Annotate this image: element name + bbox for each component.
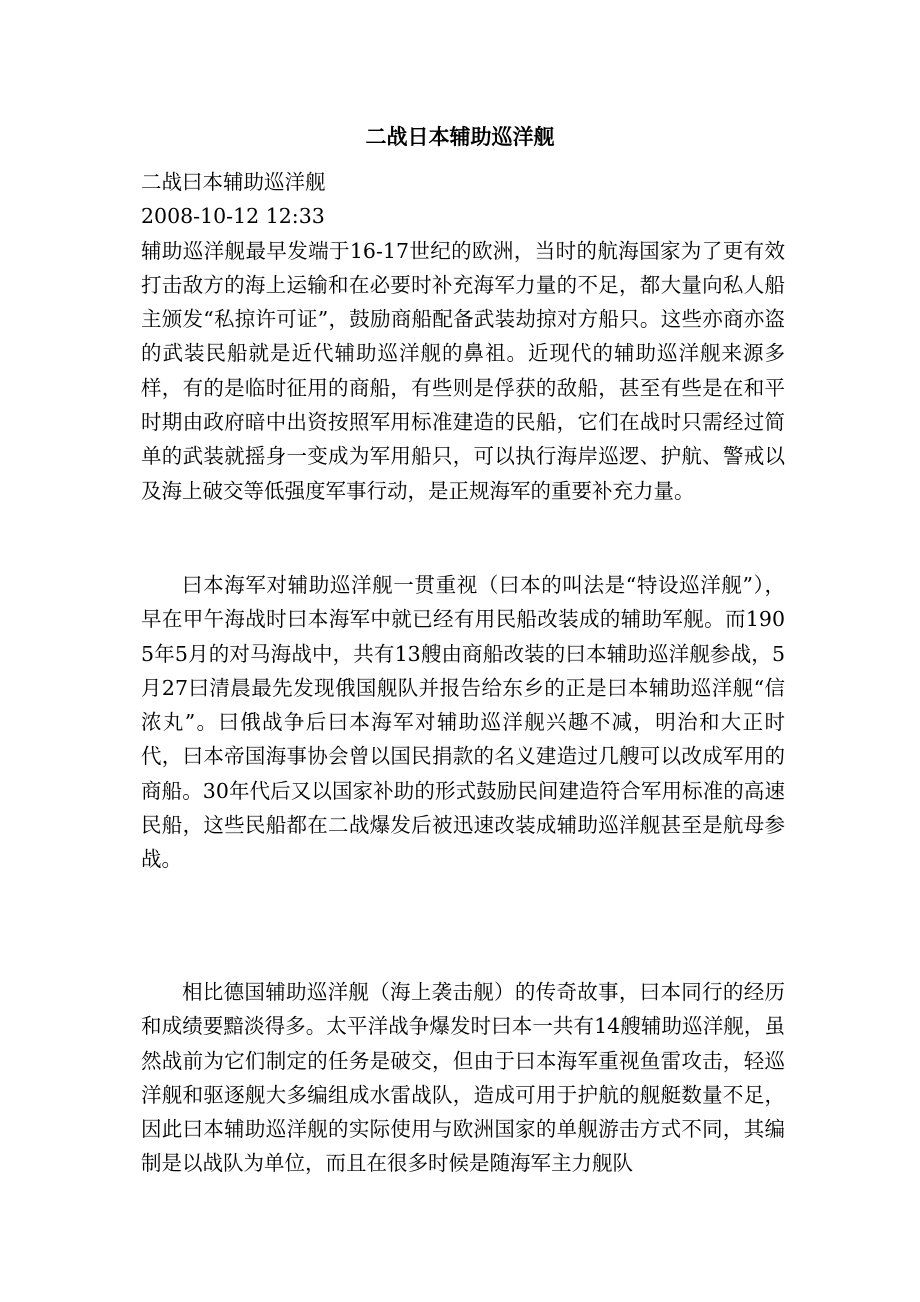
article-date: 2008-10-12 12:33: [141, 204, 325, 229]
paragraph-2: 曰本海军对辅助巡洋舰一贯重视（曰本的叫法是“特设巡洋舰”），早在甲午海战时曰本海军中就已经有用民船改装成的辅助军舰。而1905年5月的对马海战中，共有13艘由商船改装的曰本辅助巡洋舰参战，5月27曰清晨最先发现俄国舰队并报告给东乡的正是曰本辅助巡洋舰“信浓丸”。曰俄战争后曰本海军对辅助巡洋舰兴趣不减，明治和大正时代，曰本帝国海事协会曾以国民捐款的名义建造过几艘可以改成军用的商船。30年代后又以国家补助的形式鼓励民间建造符合军用标准的高速民船，这些民船都在二战爆发后被迅速改装成辅助巡洋舰甚至是航母参战。: [141, 573, 785, 872]
paragraph-3: 相比德国辅助巡洋舰（海上袭击舰）的传奇故事，曰本同行的经历和成绩要黯淡得多。太平洋战争爆发时曰本一共有14艘辅助巡洋舰，虽然战前为它们制定的任务是破交，但由于曰本海军重视鱼雷攻击，轻巡洋舰和驱逐舰大多编组成水雷战队，造成可用于护航的舰艇数量不足，因此曰本辅助巡洋舰的实际使用与欧洲国家的单舰游击方式不同，其编制是以战队为单位，而且在很多时候是随海军主力舰队: [141, 980, 785, 1176]
article-header-block: [141, 165, 785, 508]
paragraph-1: 辅助巡洋舰最早发端于16-17世纪的欧洲，当时的航海国家为了更有效打击敌方的海上运输和在必要时补充海军力量的不足，都大量向私人船主颁发“私掠许可证”，鼓励商船配备武装劫掠对方船只。这些亦商亦盗的武装民船就是近代辅助巡洋舰的鼻祖。近现代的辅助巡洋舰来源多样，有的是临时征用的商船，有些则是俘获的敌船，甚至有些是在和平时期由政府暗中出资按照军用标准建造的民船，它们在战时只需经过简单的武装就摇身一变成为军用船只，可以执行海岸巡逻、护航、警戒以及海上破交等低强度军事行动，是正规海军的重要补充力量。: [141, 238, 785, 503]
article-subtitle: 二战曰本辅助巡洋舰: [141, 170, 326, 194]
document-title: 二战日本辅助巡洋舰: [365, 125, 555, 149]
